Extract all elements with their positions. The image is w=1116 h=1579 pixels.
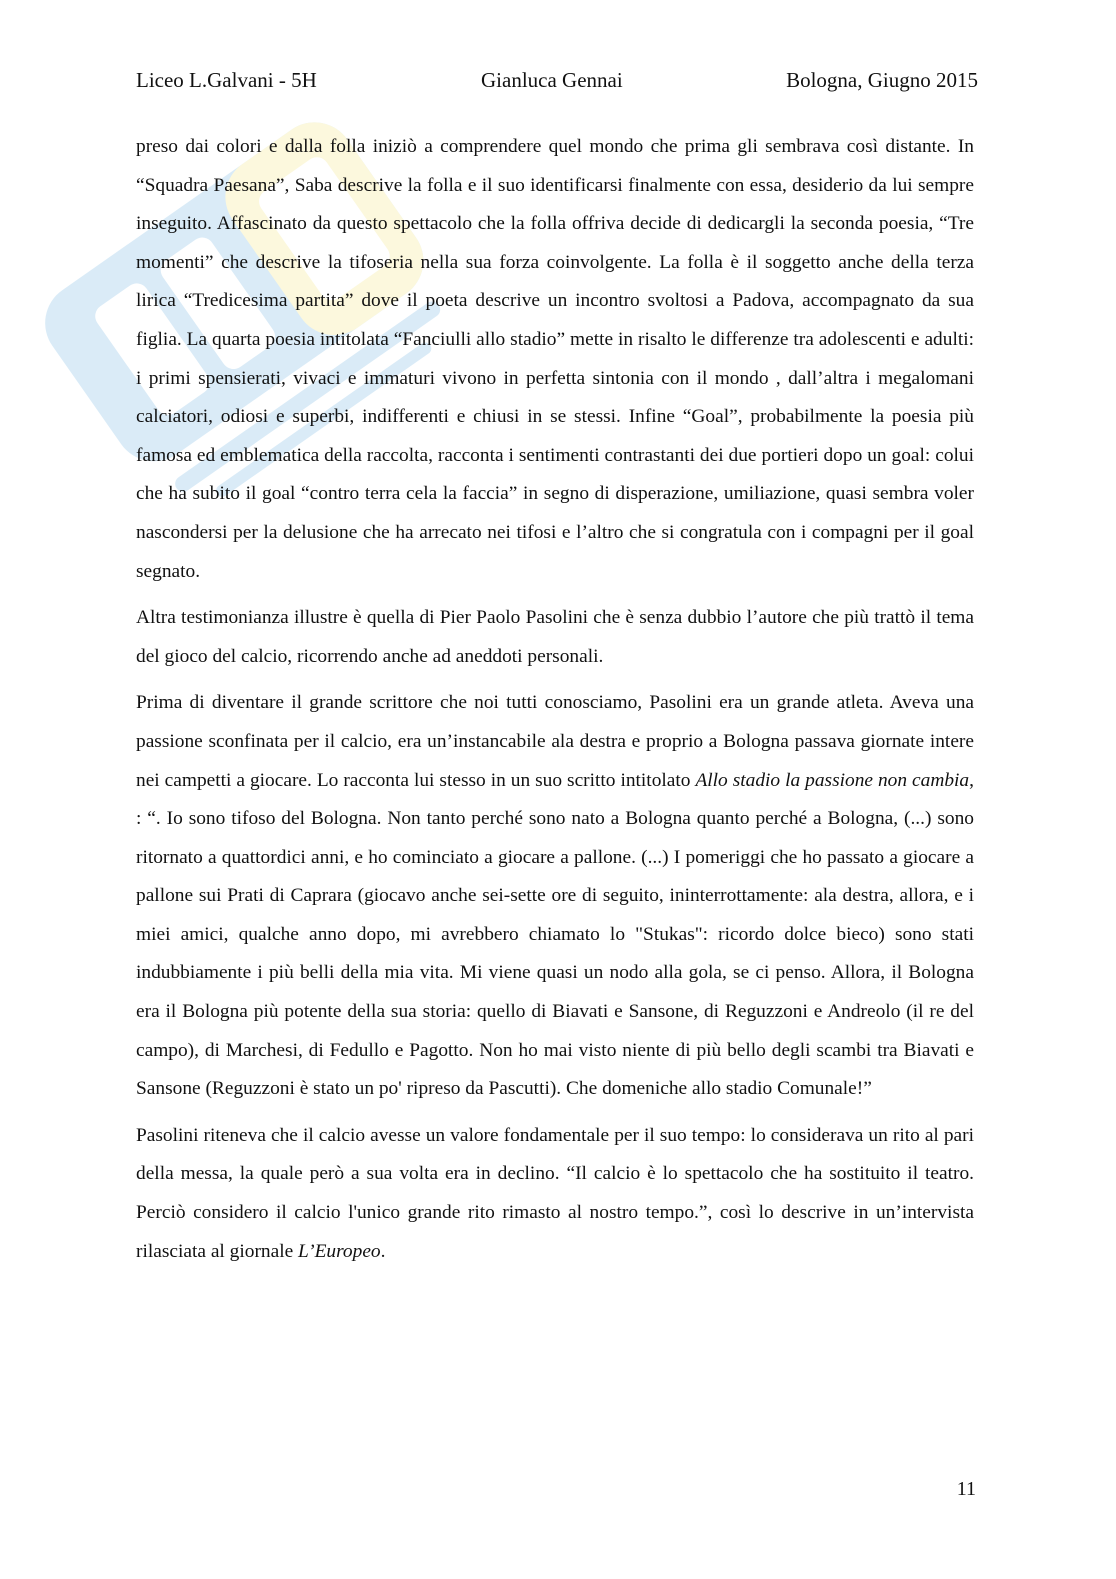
paragraph-text: Prima di diventare il grande scrittore che noi tutti conosciamo, Pasolini era un grande atleta. Aveva una passione sconfinata per il calcio, era un’instancabile ala destra e proprio a Bologna passava giornate intere nei campetti a giocare. Lo racconta lui stesso in un suo scritto intitolato — [136, 692, 974, 791]
paragraph — [136, 1117, 974, 1271]
header-place-date: Bologna, Giugno 2015 — [786, 68, 978, 92]
paragraph-text: Pasolini riteneva che il calcio avesse un valore fondamentale per il suo tempo: lo considerava un rito al pari della messa, la quale però a sua volta era in declino. “Il calcio è lo spettacolo che ha sostituito il teatro. Perciò considero il calcio l'unico grande rito rimasto al nostro tempo.”, così lo descrive in un’intervista rilasciata al giornale — [136, 1124, 974, 1262]
paragraph: preso dai colori e dalla folla iniziò a comprendere quel mondo che prima gli sembrava così distante. In “Squadra Paesana”, Saba descrive la folla e il suo identificarsi finalmente con essa, desiderio da lui sempre inseguito. Affascinato da questo spettacolo che la folla offriva decide di dedicargli la seconda poesia, “Tre momenti” che descrive la tifoseria nella sua forza coinvolgente. La folla è il soggetto anche della terza lirica “Tredicesima partita” dove il poeta descrive un incontro svoltosi a Padova, accompagnato da sua figlia. La quarta poesia intitolata “Fanciulli allo stadio” mette in risalto le differenze tra adolescenti e adulti: i primi spensierati, vivaci e immaturi vivono in perfetta sintonia con il mondo , dall’altra i megalomani calciatori, odiosi e superbi, indifferenti e chiusi in se stessi. Infine “Goal”, probabilmente la poesia più famosa ed emblematica della raccolta, racconta i sentimenti contrastanti dei due portieri dopo un goal: colui che ha subito il goal “contro terra cela la faccia” in segno di disperazione, umiliazione, quasi sembra voler nascondersi per la delusione che ha arrecato nei tifosi e l’altro che si congratula con i compagni per il goal segnato. — [136, 136, 974, 582]
paragraph-end: . — [380, 1240, 386, 1262]
body-text — [136, 128, 974, 1279]
header-school: Liceo L.Galvani - 5H — [136, 68, 317, 92]
quoted-text: , : “. Io sono tifoso del Bologna. Non tanto perché sono nato a Bologna quanto perché a Bologna, (...) sono ritornato a quattordici anni, e ho cominciato a giocare a pallone. (...) I pomeriggi che ho passato a giocare a pallone sui Prati di Caprara (giocavo anche sei-sette ore di seguito, ininterrottamente: ala destra, allora, e i miei amici, qualche anno dopo, mi avrebbero chiamato lo "Stukas": ricordo dolce bieco) sono stati indubbiamente i più belli della mia vita. Mi viene quasi un nodo alla gola, se ci penso. Allora, il Bologna era il Bologna più potente della sua storia: quello di Biavati e Sansone, di Reguzzoni e Andreolo (il re del campo), di Marchesi, di Fedullo e Pagotto. Non ho mai visto niente di più bello degli scambi tra Biavati e Sansone (Reguzzoni è stato un po' ripreso da Pascutti). Che domeniche allo stadio Comunale!” — [136, 769, 974, 1100]
paragraph — [136, 684, 974, 1109]
work-title: Allo stadio la passione non cambia — [695, 769, 970, 791]
page-number: 11 — [956, 1478, 976, 1500]
newspaper-title: L’Europeo — [298, 1240, 381, 1262]
paragraph: Altra testimonianza illustre è quella di Pier Paolo Pasolini che è senza dubbio l’autore che più trattò il tema del gioco del calcio, ricorrendo anche ad aneddoti personali. — [136, 607, 974, 667]
page-header — [136, 68, 978, 98]
header-author: Gianluca Gennai — [481, 68, 623, 92]
